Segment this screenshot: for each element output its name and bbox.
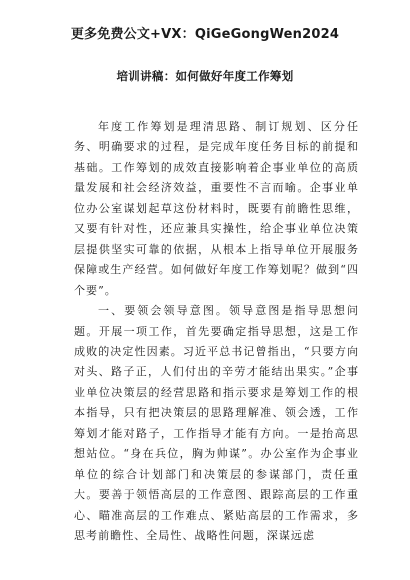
- paragraph-section-one: 一、要领会领导意图。领导意图是指导思想问题。开展一项工作，首先要确定指导思想，这是工作成败的决定性因素。习近平总书记曾指出，“只要方向对头、路子正，人们付出的辛劳才能结出果实。”企事业单位决策层的经营思路和指示要求是筹划工作的根本指导，只有把决策层的思路理解准、领会透，工作筹划才能对路子，工作指导才能有方向。一是抬高思想站位。“身在兵位，胸为帅谋”。办公室作为企事业单位的综合计划部门和决策层的参谋部门，责任重大。要善于领悟高层的工作意图、跟踪高层的工作重心、瞄准高层的工作难点、紧贴高层的工作需求，多思考前瞻性、全局性、战略性问题，深谋远虑: [74, 304, 359, 543]
- promo-header: 更多免费公文+VX：QiGeGongWen2024: [70, 27, 340, 42]
- document-body: [74, 117, 359, 547]
- paragraph-intro: 年度工作筹划是理清思路、制订规划、区分任务、明确要求的过程，是完成年度任务目标的前提和基础。工作筹划的成效直接影响着企事业单位的高质量发展和社会经济效益，重要性不言而喻。企事业单位办公室谋划起草这份材料时，既要有前瞻性思维，又要有针对性，还应兼具实操性，给企事业单位决策层提供坚实可靠的依据，从根本上指导单位开展服务保障或生产经营。如何做好年度工作筹划呢？做到“四个要”。: [74, 120, 359, 297]
- document-title: 培训讲稿：如何做好年度工作筹划: [116, 69, 294, 83]
